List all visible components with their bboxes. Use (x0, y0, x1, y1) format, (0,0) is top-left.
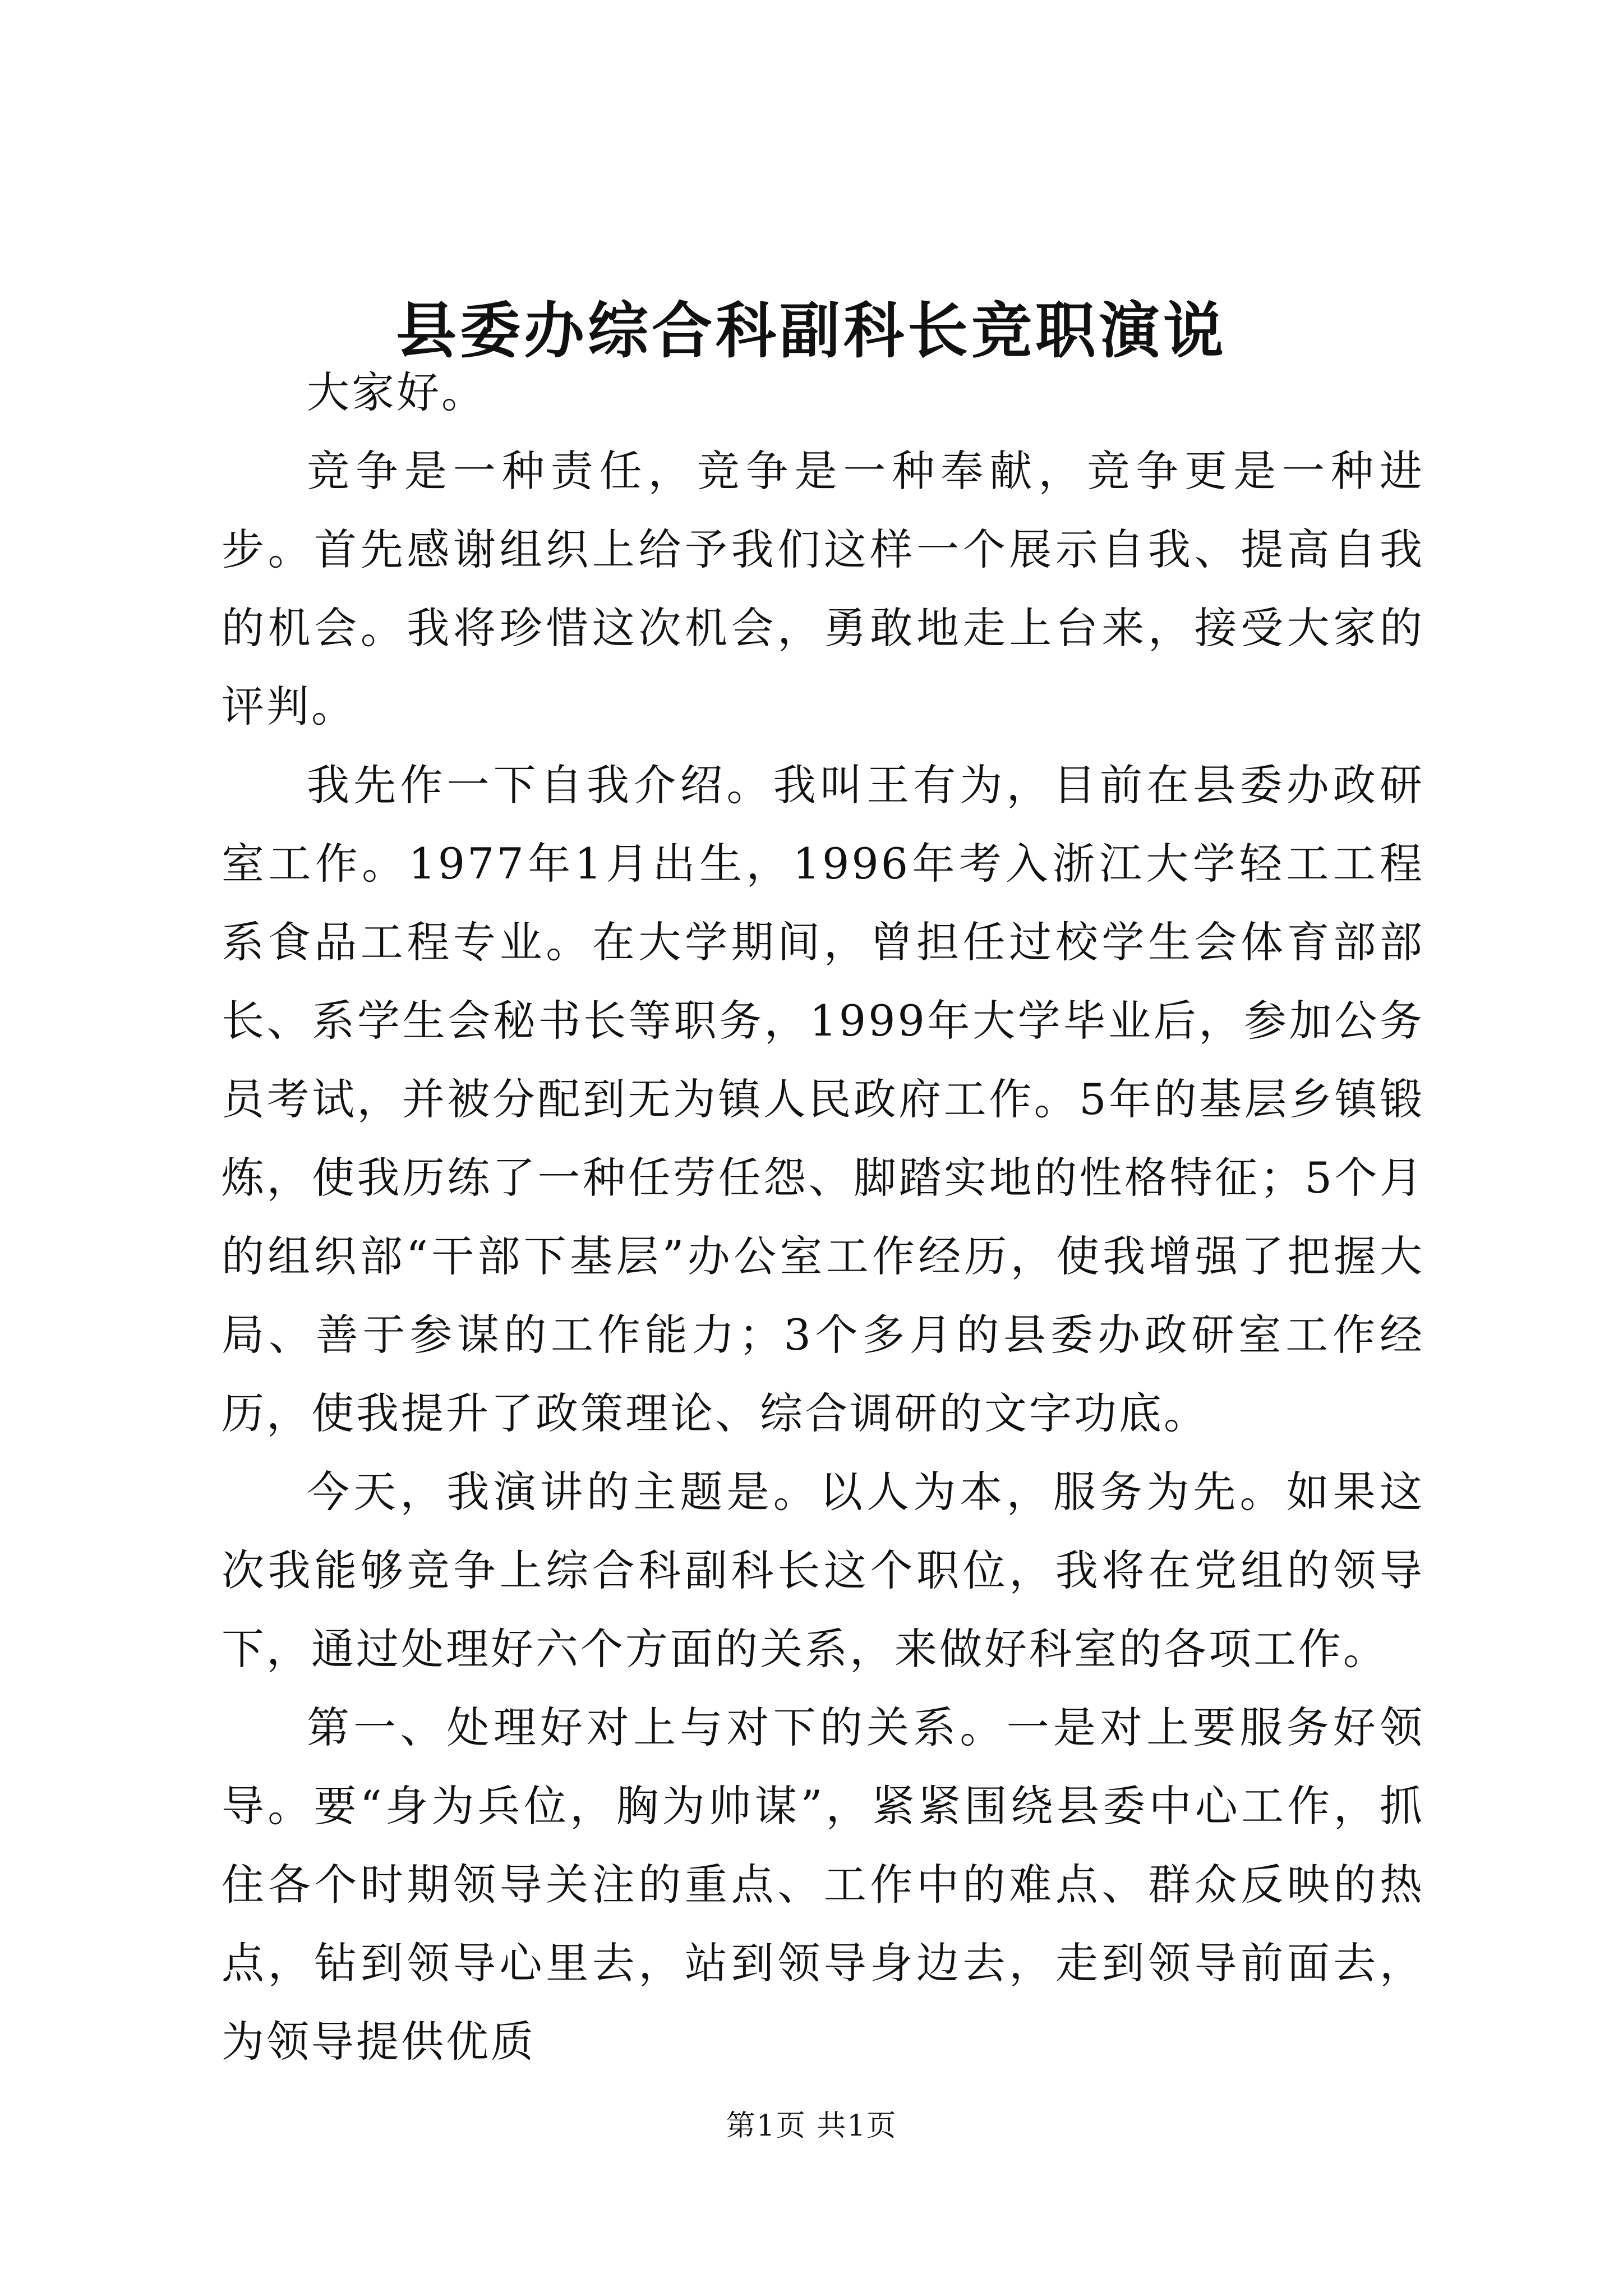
document-body (222, 353, 1424, 2081)
document-title: 县委办综合科副科长竞职演说 (395, 296, 1227, 366)
paragraph-intro: 竞争是一种责任，竞争是一种奉献，竞争更是一种进步。首先感谢组织上给予我们这样一个展示自我、提高自我的机会。我将珍惜这次机会，勇敢地走上台来，接受大家的评判。 (222, 446, 1424, 731)
paragraph-greeting: 大家好。 (307, 367, 486, 417)
paragraph-first-point: 第一、处理好对上与对下的关系。一是对上要服务好领导。要“身为兵位，胸为帅谋”，紧紧围绕县委中心工作，抓住各个时期领导关注的重点、工作中的难点、群众反映的热点，钻到领导心里去，站到领导身边去，走到领导前面去，为领导提供优质 (222, 1703, 1424, 2067)
paragraph-self-introduction: 我先作一下自我介绍。我叫王有为，目前在县委办政研室工作。1977年1月出生，1996年考入浙江大学轻工工程系食品工程专业。在大学期间，曾担任过校学生会体育部部长、系学生会秘书长等职务，1999年大学毕业后，参加公务员考试，并被分配到无为镇人民政府工作。5年的基层乡镇锻炼，使我历练了一种任劳任怨、脚踏实地的性格特征；5个月的组织部“干部下基层”办公室工作经历，使我增强了把握大局、善于参谋的工作能力；3个多月的县委办政研室工作经历，使我提升了政策理论、综合调研的文字功底。 (222, 760, 1424, 1438)
page-footer: 第1页 共1页 (726, 2109, 897, 2143)
paragraph-theme: 今天，我演讲的主题是。以人为本，服务为先。如果这次我能够竞争上综合科副科长这个职位，我将在党组的领导下，通过处理好六个方面的关系，来做好科室的各项工作。 (222, 1467, 1424, 1674)
